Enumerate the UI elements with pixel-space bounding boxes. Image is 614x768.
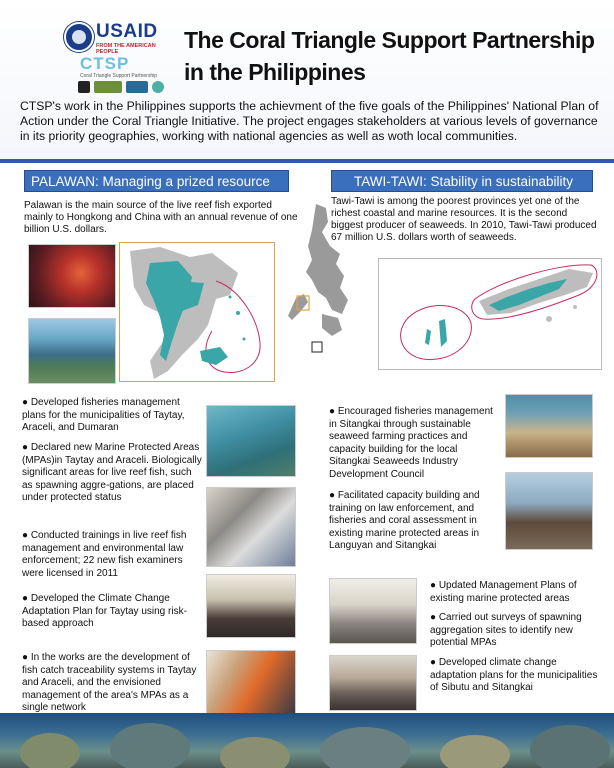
palawan-bullet-5: ● In the works are the development of fish catch traceability systems in Taytay and Araceli, and the envisioned management of the area's MPAs as a single network bbox=[22, 652, 197, 713]
palawan-bullet-2: ● Declared new Marine Protected Areas (MPAs)in Taytay and Araceli. Biologically significant areas for live reef fish, such as spawning aggre-gations, are placed under protected status bbox=[22, 442, 202, 503]
tawitawi-intro: Tawi-Tawi is among the poorest provinces yet one of the richest coastal and marine resources. It is the second biggest producer of seaweeds. In 2010, Tawi-Tawi produced 67 million U.S. dollars worth of seaweeds. bbox=[331, 196, 597, 243]
palawan-bullet-1: ● Developed fisheries management plans for the municipalities of Taytay, Araceli, and Dumaran bbox=[22, 397, 185, 433]
usaid-tagline: FROM THE AMERICAN PEOPLE bbox=[96, 43, 156, 55]
tawitawi-bullet-1: ● Encouraged fisheries management in Sitangkai through sustainable seaweed farming practices and capacity building for the local Sitangkai Seaweeds Industry Development Council bbox=[329, 406, 493, 480]
ctsp-logo-text: CTSP bbox=[80, 54, 130, 73]
title-line-2: in the Philippines bbox=[184, 59, 366, 85]
title-line-1: The Coral Triangle Support Partnership bbox=[184, 27, 595, 53]
usaid-logo-text: USAID bbox=[96, 21, 158, 42]
poster-title bbox=[184, 24, 604, 88]
partner-logos-strip bbox=[78, 81, 178, 95]
coral-reef-footer-image bbox=[0, 713, 614, 768]
ctsp-tagline: Coral Triangle Support Partnership bbox=[80, 73, 157, 79]
management-meeting-photo bbox=[329, 578, 417, 644]
tawitawi-map-svg bbox=[379, 259, 601, 369]
partner-circle-logo-icon bbox=[152, 81, 164, 93]
climate-workshop-photo bbox=[206, 574, 296, 638]
tawitawi-bullet-2: ● Facilitated capacity building and training on law enforcement, and fisheries and coral assessment in existing marine protected areas in Languyan and Sitangkai bbox=[329, 490, 480, 551]
fish-training-photo bbox=[206, 487, 296, 567]
tawitawi-heading: TAWI-TAWI: Stability in sustainability bbox=[331, 170, 593, 192]
philippines-overview-map bbox=[282, 202, 354, 357]
palawan-heading: PALAWAN: Managing a prized resource bbox=[24, 170, 289, 192]
palawan-map bbox=[119, 242, 275, 382]
ci-logo-icon bbox=[126, 81, 148, 93]
palawan-bullet-4: ● Developed the Climate Change Adaptation Plan for Taytay using risk-based approach bbox=[22, 593, 187, 629]
nature-conservancy-logo-icon bbox=[94, 81, 122, 93]
seaweed-farmers-photo bbox=[505, 394, 593, 458]
usaid-seal-icon bbox=[64, 22, 94, 52]
palawan-map-svg bbox=[120, 243, 274, 381]
adaptation-workshop-photo bbox=[329, 655, 417, 711]
philippines-overview-svg bbox=[282, 202, 354, 357]
fish-market-photo bbox=[28, 318, 116, 384]
palawan-intro: Palawan is the main source of the live reef fish exported mainly to Hongkong and China with an annual revenue of one billion U.S. dollars. bbox=[24, 200, 298, 235]
header-divider bbox=[0, 159, 614, 163]
tawitawi-bullet-4: ● Carried out surveys of spawning aggregation sites to identify new potential MPAs bbox=[430, 612, 582, 648]
tawitawi-bullet-5: ● Developed climate change adaptation plans for the municipalities of Sibutu and Sitangkai bbox=[430, 657, 598, 693]
partner-logo-block bbox=[60, 18, 178, 98]
tawitawi-map bbox=[378, 258, 602, 370]
tawitawi-bullet-3: ● Updated Management Plans of existing marine protected areas bbox=[430, 580, 577, 604]
traceability-meeting-photo bbox=[206, 650, 296, 714]
stilt-village-photo bbox=[505, 472, 593, 550]
reef-fish-photo bbox=[28, 244, 116, 308]
intro-paragraph: CTSP's work in the Philippines supports the achievment of the five goals of the Philippines' National Plan of Action under the Coral Triangle Initiative. The project engages stakeholders at various levels of governance in its priority geographies, working with national agencies as well as woth local communities. bbox=[20, 99, 599, 143]
palawan-bullet-3: ● Conducted trainings in live reef fish management and environmental law enforcement; 22 new fish examiners were licensed in 2011 bbox=[22, 530, 187, 579]
wwf-logo-icon bbox=[78, 81, 90, 93]
diver-survey-photo bbox=[206, 405, 296, 477]
